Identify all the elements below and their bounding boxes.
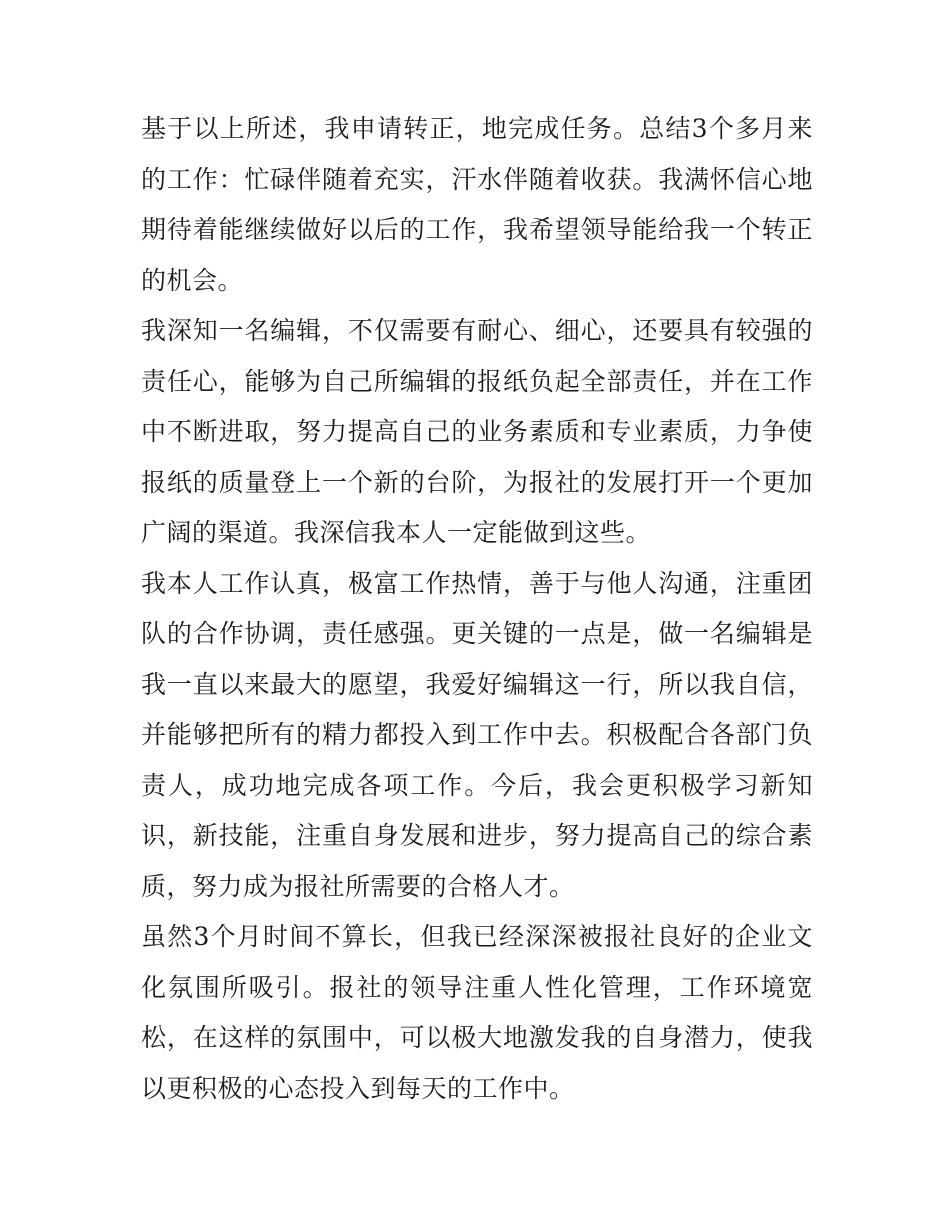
paragraph-3: 我本人工作认真，极富工作热情，善于与他人沟通，注重团队的合作协调，责任感强。更关键的一点是，做一名编辑是我一直以来最大的愿望，我爱好编辑这一行，所以我自信，并能够把所有的精力都投入到工作中去。积极配合各部门负责人，成功地完成各项工作。今后，我会更积极学习新知识，新技能，注重自身发展和进步，努力提高自己的综合素质，努力成为报社所需要的合格人才。: [141, 568, 813, 901]
paragraph-2: 我深知一名编辑，不仅需要有耐心、细心，还要具有较强的责任心，能够为自己所编辑的报纸负起全部责任，并在工作中不断进取，努力提高自己的业务素质和专业素质，力争使报纸的质量登上一个新的台阶，为报社的发展打开一个更加广阔的渠道。我深信我本人一定能做到这些。: [141, 316, 813, 547]
paragraph-4: 虽然3个月时间不算长，但我已经深深被报社良好的企业文化氛围所吸引。报社的领导注重人性化管理，工作环境宽松，在这样的氛围中，可以极大地激发我的自身潜力，使我以更积极的心态投入到每天的工作中。: [141, 922, 813, 1103]
document-body: [141, 104, 813, 1114]
paragraph-1: 基于以上所述，我申请转正，地完成任务。总结3个多月来的工作：忙碌伴随着充实，汗水伴随着收获。我满怀信心地期待着能继续做好以后的工作，我希望领导能给我一个转正的机会。: [141, 114, 813, 295]
